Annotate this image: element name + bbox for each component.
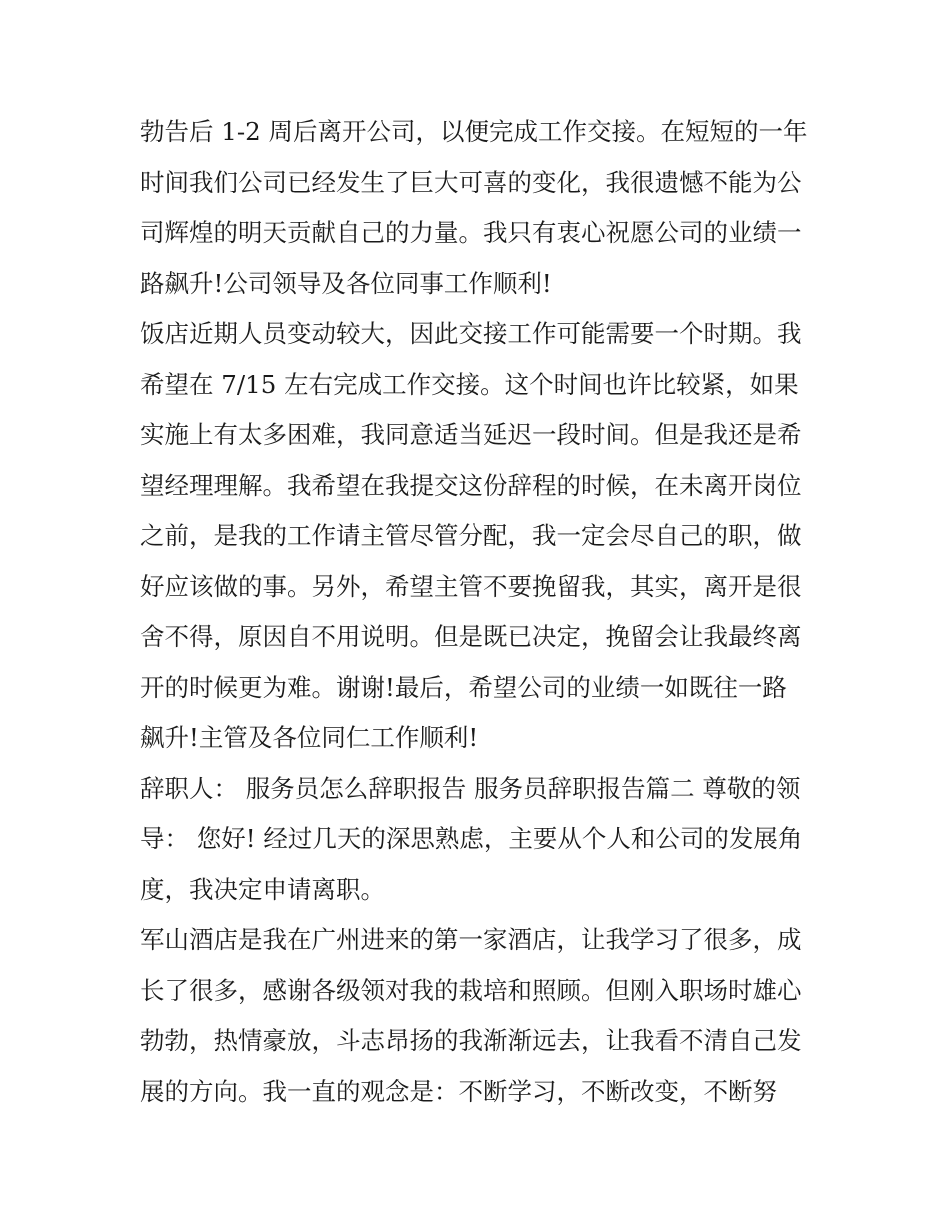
text-line: 开的时候更为难。谢谢!最后，希望公司的业绩一如既往一路 bbox=[140, 672, 787, 702]
text-line: 时间我们公司已经发生了巨大可喜的变化，我很遗憾不能为公 bbox=[140, 167, 802, 197]
text-line: 导： 您好! 经过几天的深思熟虑，主要从个人和公司的发展角 bbox=[140, 824, 803, 853]
text-line: 好应该做的事。另外，希望主管不要挽留我，其实，离开是很 bbox=[140, 571, 802, 601]
text-line: 军山酒店是我在广州进来的第一家酒店，让我学习了很多，成 bbox=[140, 925, 802, 954]
text-line: 司辉煌的明天贡献自己的力量。我只有衷心祝愿公司的业绩一 bbox=[140, 218, 802, 247]
document-body bbox=[140, 107, 820, 1117]
text-line: 长了很多，感谢各级领对我的栽培和照顾。但刚入职场时雄心 bbox=[140, 975, 802, 1005]
text-line: 辞职人： 服务员怎么辞职报告 服务员辞职报告篇二 尊敬的领 bbox=[140, 773, 801, 803]
text-line: 度，我决定申请离职。 bbox=[140, 874, 385, 904]
text-line: 舍不得，原因自不用说明。但是既已决定，挽留会让我最终离 bbox=[140, 622, 802, 651]
text-line: 飙升!主管及各位同仁工作顺利! bbox=[140, 723, 479, 752]
text-line: 勃告后 1-2 周后离开公司，以便完成工作交接。在短短的一年 bbox=[140, 117, 808, 146]
text-line: 望经理理解。我希望在我提交这份辞程的时候，在未离开岗位 bbox=[140, 470, 802, 500]
text-line: 希望在 7/15 左右完成工作交接。这个时间也许比较紧，如果 bbox=[140, 369, 799, 399]
text-line: 之前，是我的工作请主管尽管分配，我一定会尽自己的职，做 bbox=[140, 521, 802, 550]
text-line: 勃勃，热情豪放，斗志昂扬的我渐渐远去，让我看不清自己发 bbox=[140, 1026, 802, 1055]
text-line: 路飙升!公司领导及各位同事工作顺利! bbox=[140, 268, 552, 298]
text-line: 展的方向。我一直的观念是：不断学习，不断改变，不断努 bbox=[140, 1076, 777, 1106]
text-line: 实施上有太多困难，我同意适当延迟一段时间。但是我还是希 bbox=[140, 420, 802, 449]
text-line: 饭店近期人员变动较大，因此交接工作可能需要一个时期。我 bbox=[140, 319, 802, 348]
